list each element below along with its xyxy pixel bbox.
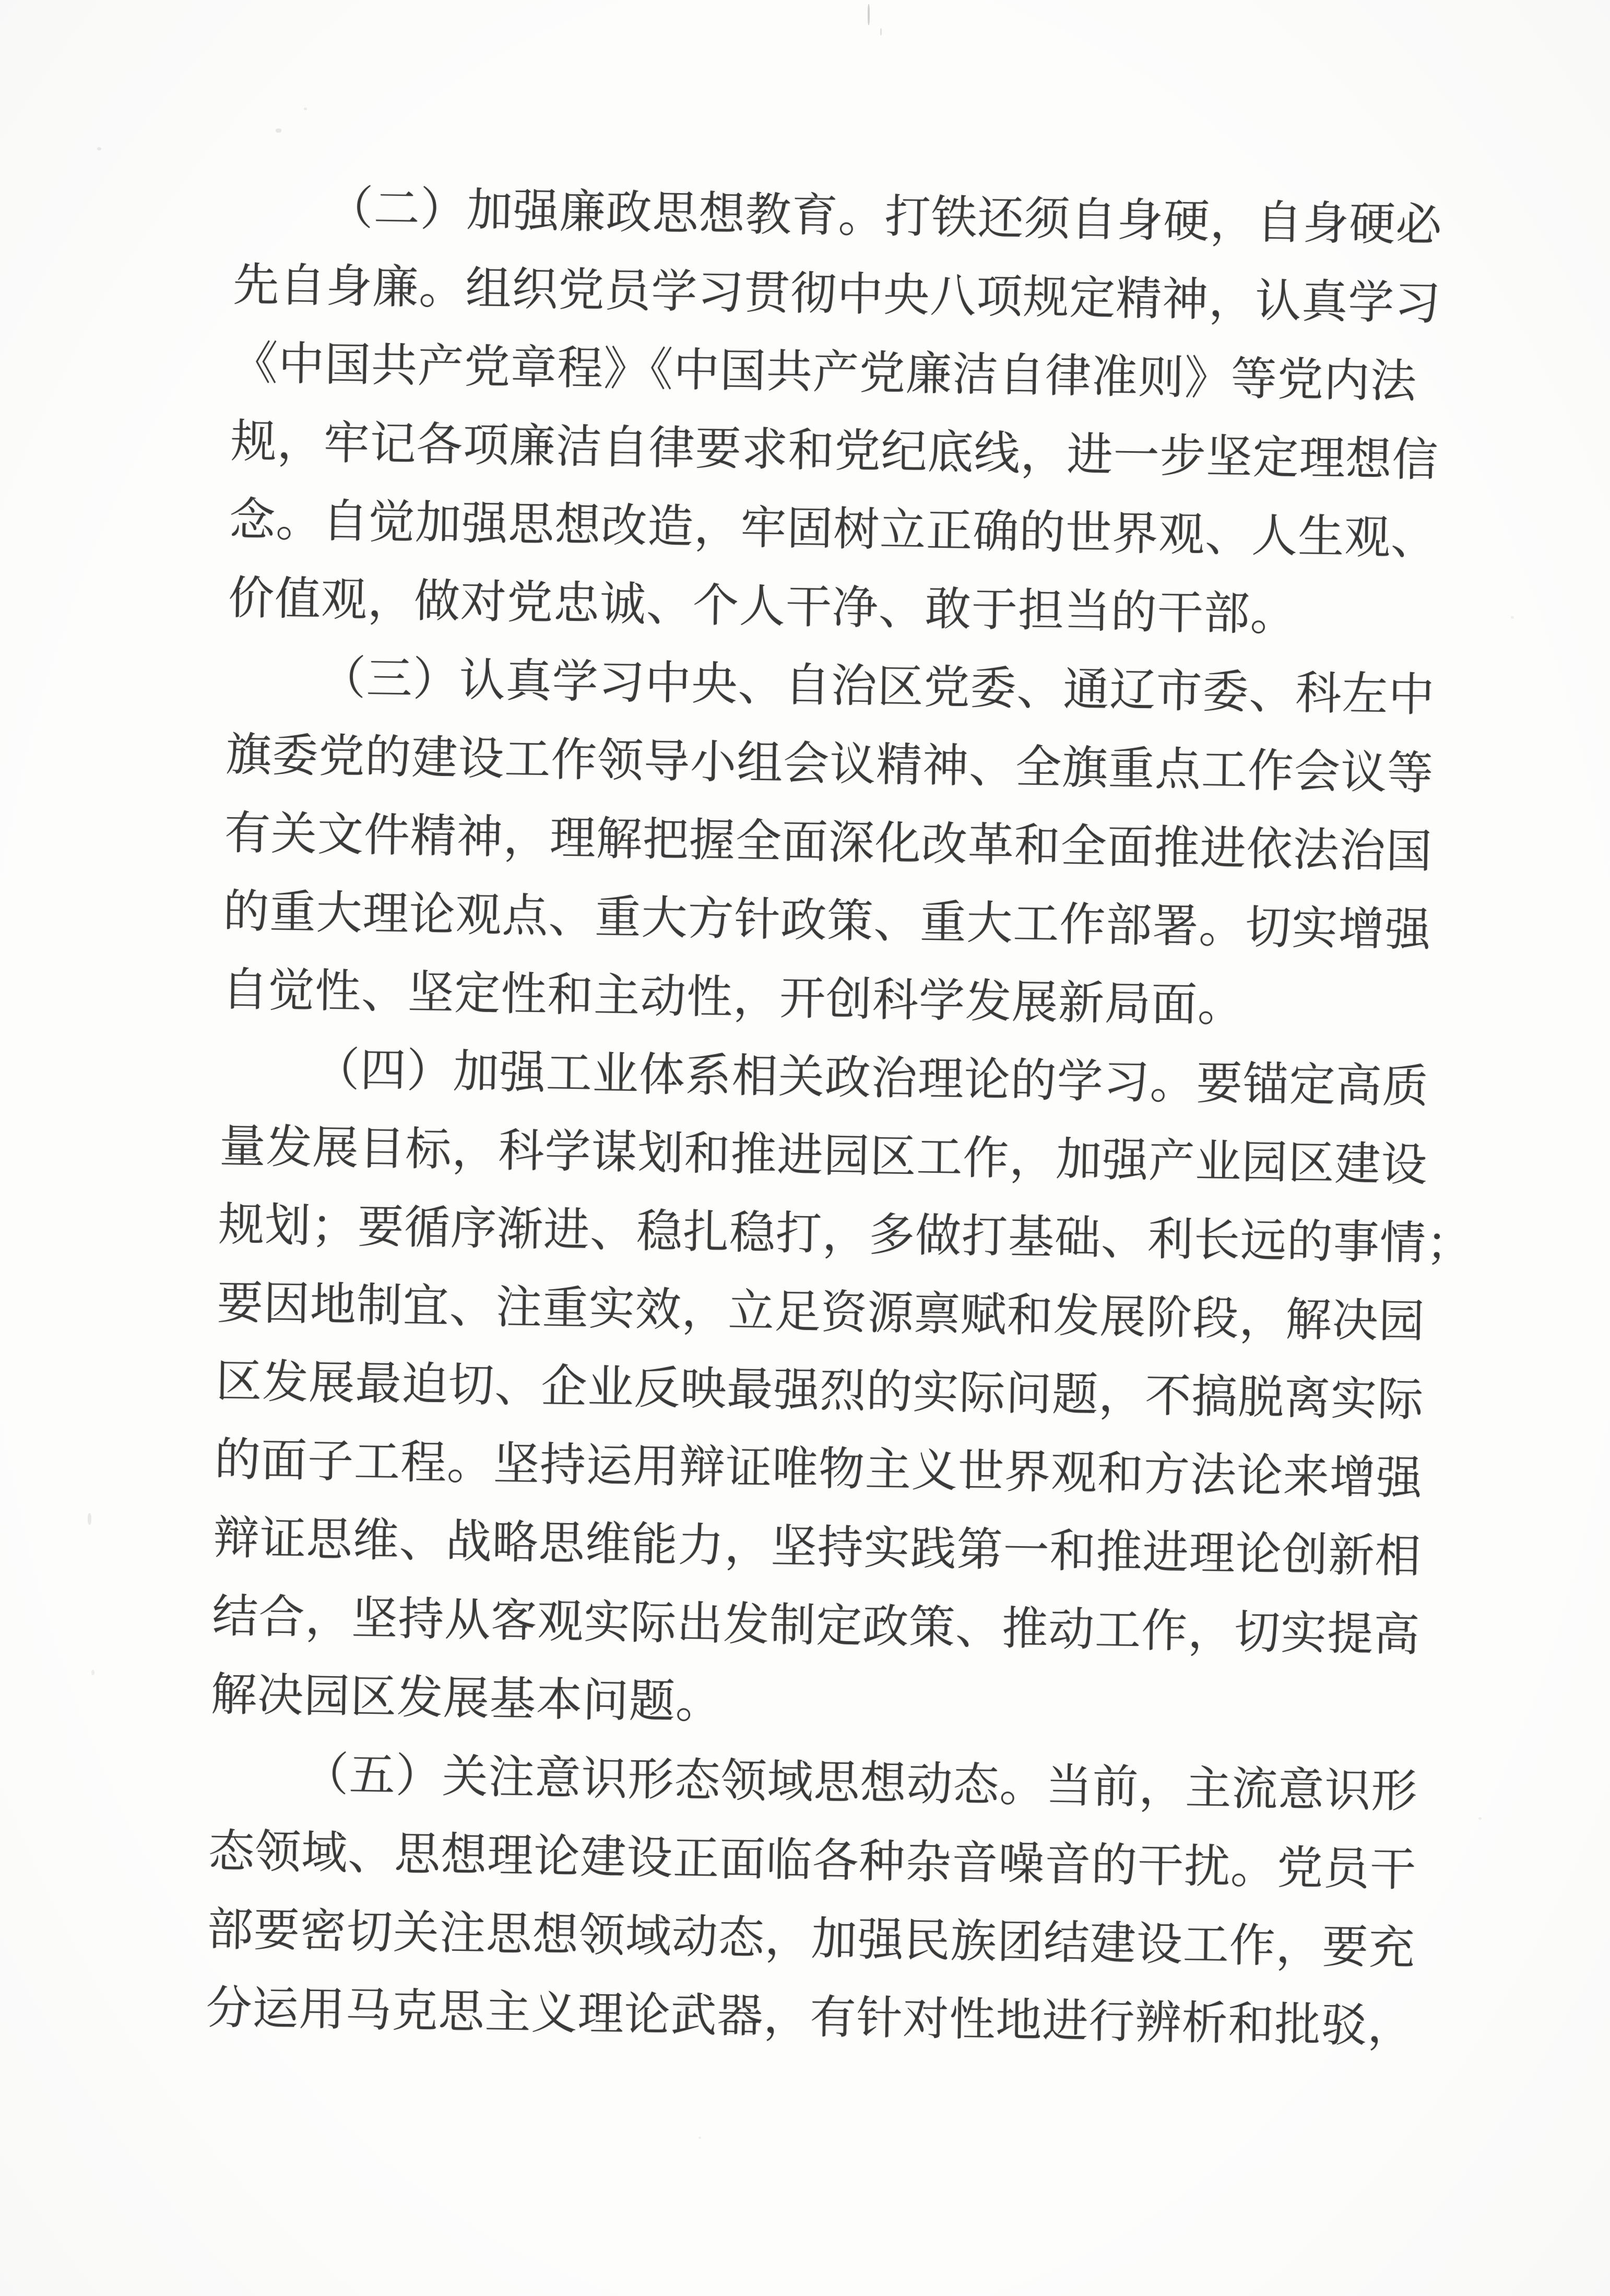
document-line: 要因地制宜、注重实效，立足资源禀赋和发展阶段，解决园 <box>217 1278 1426 1348</box>
document-line: 分运用马克思主义理论武器，有针对性地进行辨析和批驳， <box>205 1983 1415 2053</box>
document-line: 先自身廉。组织党员学习贯彻中央八项规定精神，认真学习 <box>232 260 1441 330</box>
document-line: 的重大理论观点、重大方针政策、重大工作部署。切实增强 <box>222 886 1432 957</box>
scan-artifact <box>88 1513 91 1525</box>
scan-artifact <box>304 108 307 110</box>
document-line: 态领域、思想理论建设正面临各种杂音噪音的干扰。党员干 <box>208 1826 1417 1896</box>
scan-artifact <box>1511 616 1514 619</box>
document-line: 旗委党的建设工作领导小组会议精神、全旗重点工作会议等 <box>225 729 1434 800</box>
document-line: 规划；要循序渐进、稳扎稳打，多做打基础、利长远的事情； <box>218 1199 1473 1270</box>
scan-artifact <box>699 2137 701 2139</box>
document-line: （三）认真学习中央、自治区党委、通辽市委、科左中 <box>319 653 1436 722</box>
document-line: （四）加强工业体系相关政治理论的学习。要锚定高质 <box>313 1044 1429 1113</box>
scan-artifact <box>1478 1817 1482 1820</box>
document-line: 解决园区发展基本问题。 <box>210 1669 723 1729</box>
document-line: 区发展最迫切、企业反映最强烈的实际问题，不搞脱离实际 <box>215 1356 1424 1427</box>
document-line: 的面子工程。坚持运用辩证唯物主义世界观和方法论来增强 <box>214 1434 1423 1505</box>
scan-artifact <box>276 128 281 133</box>
document-line: 有关文件精神，理解把握全面深化改革和全面推进依法治国 <box>224 808 1433 878</box>
scan-artifact <box>97 147 101 150</box>
document-line: 《中国共产党章程》《中国共产党廉洁自律准则》等党内法 <box>231 338 1417 408</box>
document-line: 价值观，做对党忠诚、个人干净、敢于担当的干部。 <box>228 573 1297 641</box>
scan-artifact <box>91 1670 94 1675</box>
document-line: 自觉性、坚定性和主动性，开创科学发展新局面。 <box>221 964 1245 1032</box>
document-line: 规，牢记各项廉洁自律要求和党纪底线，进一步坚定理想信 <box>230 416 1439 487</box>
document-line: 辩证思维、战略思维能力，坚持实践第一和推进理论创新相 <box>213 1513 1422 1583</box>
scan-artifact <box>868 4 870 25</box>
document-line: （五）关注意识形态领域思想动态。当前，主流意识形 <box>302 1749 1418 1818</box>
document-line: （二）加强廉政思想教育。打铁还须自身硬，自身硬必 <box>327 183 1443 252</box>
scan-artifact <box>880 28 882 36</box>
page-text <box>205 168 1473 2067</box>
document-line: 部要密切关注思想领域动态，加强民族团结建设工作，要充 <box>207 1904 1416 1974</box>
document-line: 念。自觉加强思想改造，牢固树立正确的世界观、人生观、 <box>229 494 1438 565</box>
document-line: 结合，坚持从客观实际出发制定政策、推动工作，切实提高 <box>211 1591 1420 1661</box>
document-line: 量发展目标，科学谋划和推进园区工作，加强产业园区建设 <box>219 1121 1428 1192</box>
